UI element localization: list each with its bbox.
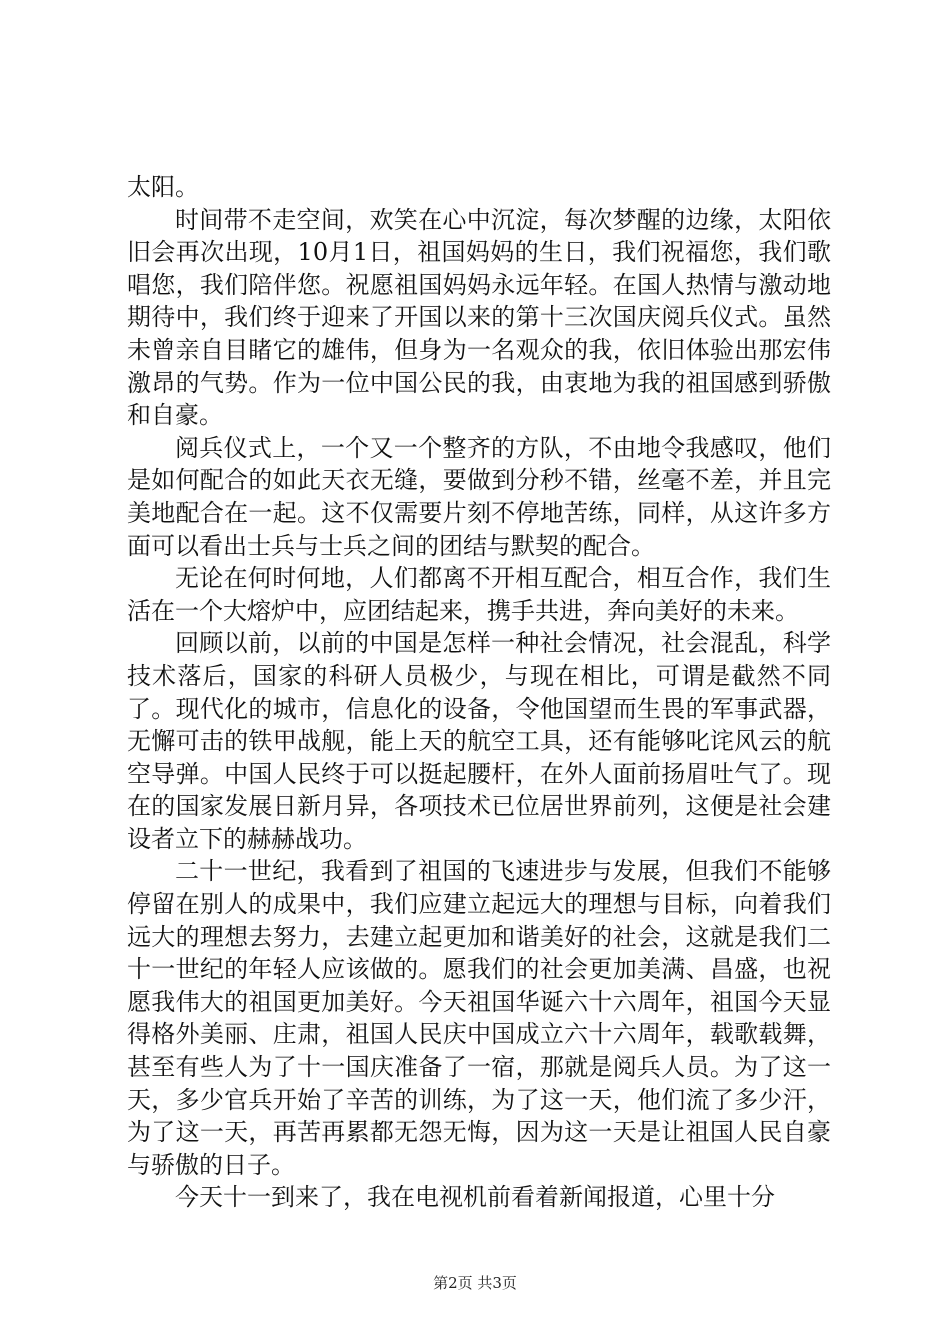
paragraph: 阅兵仪式上，一个又一个整齐的方队，不由地令我感叹，他们是如何配合的如此天衣无缝，要做到分秒不错，丝毫不差，并且完美地配合在一起。这不仅需要片刻不停地苦练，同样，从这许多方面可以看出士兵与士兵之间的团结与默契的配合。 [127,433,831,560]
paragraph: 今天十一到来了，我在电视机前看着新闻报道，心里十分 [175,1183,775,1212]
paragraph: 二十一世纪，我看到了祖国的飞速进步与发展，但我们不能够停留在别人的成果中，我们应建立起远大的理想与目标，向着我们远大的理想去努力，去建立起更加和谐美好的社会，这就是我们二十一世纪的年轻人应该做的。愿我们的社会更加美满、昌盛，也祝愿我伟大的祖国更加美好。今天祖国华诞六十六周年，祖国今天显得格外美丽、庄肃，祖国人民庆中国成立六十六周年，载歌载舞，甚至有些人为了十一国庆准备了一宿，那就是阅兵人员。为了这一天，多少官兵开始了辛苦的训练，为了这一天，他们流了多少汗，为了这一天，再苦再累都无怨无悔，因为这一天是让祖国人民自豪与骄傲的日子。 [127,857,831,1179]
paragraph: 无论在何时何地，人们都离不开相互配合，相互合作，我们生活在一个大熔炉中，应团结起来，携手共进，奔向美好的未来。 [127,564,831,625]
paragraph-continuation: 太阳。 [127,173,199,201]
paragraph: 回顾以前，以前的中国是怎样一种社会情况，社会混乱，科学技术落后，国家的科研人员极少，与现在相比，可谓是截然不同了。现代化的城市，信息化的设备，令他国望而生畏的军事武器，无懈可击的铁甲战舰，能上天的航空工具，还有能够叱诧风云的航空导弹。中国人民终于可以挺起腰杆，在外人面前扬眉吐气了。现在的国家发展日新月异，各项技术已位居世界前列，这便是社会建设者立下的赫赫战功。 [127,629,831,853]
paragraph: 时间带不走空间，欢笑在心中沉淀，每次梦醒的边缘，太阳依旧会再次出现，10月1日，祖国妈妈的生日，我们祝福您，我们歌唱您，我们陪伴您。祝愿祖国妈妈永远年轻。在国人热情与激动地期待中，我们终于迎来了开国以来的第十三次国庆阅兵仪式。虽然未曾亲自目睹它的雄伟，但身为一名观众的我，依旧体验出那宏伟激昂的气势。作为一位中国公民的我，由衷地为我的祖国感到骄傲和自豪。 [127,205,831,430]
document-body [127,171,831,1214]
page-number-footer: 第2页 共3页 [433,1274,517,1292]
